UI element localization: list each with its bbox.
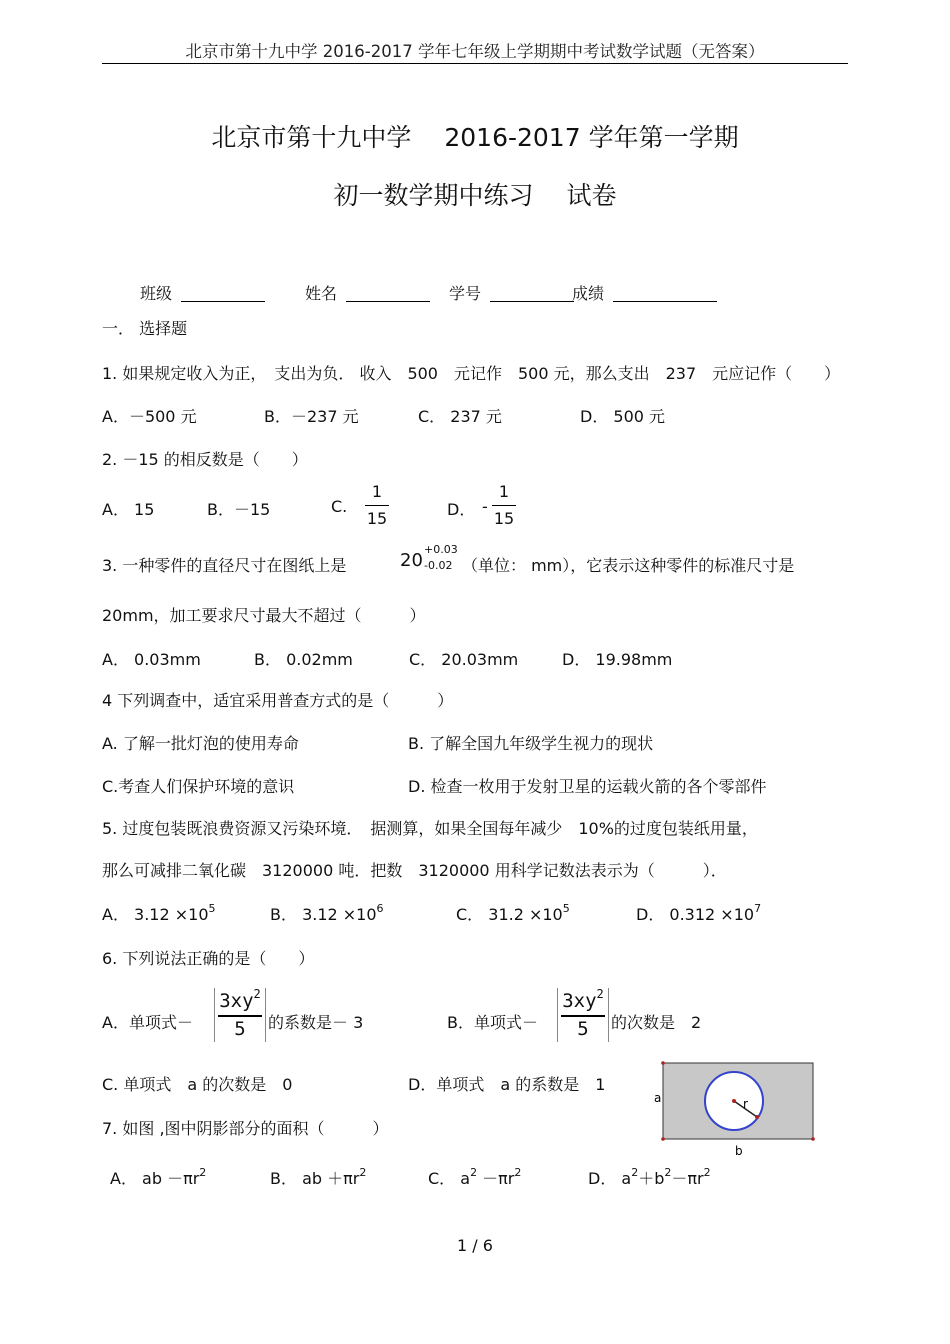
q2-option-c-fraction [365, 482, 389, 529]
id-label: 学号 [449, 284, 482, 303]
q7-stem: 7. 如图 ,图中阴影部分的面积（ ） [102, 1119, 389, 1138]
q3-option-d: D． 19.98mm [562, 650, 673, 669]
q6-option-a-pre: A．单项式－ [102, 1013, 193, 1032]
fraction-numerator [560, 987, 606, 1012]
q3-stem-pre: 3. 一种零件的直径尺寸在图纸上是 [102, 556, 347, 575]
q6-option-a-fraction [214, 988, 266, 1042]
q7-option-d [588, 1166, 711, 1189]
side-label-a: a [654, 1091, 662, 1105]
radius-label-r: r [743, 1097, 748, 1111]
q5-option-d-base: D． 0.312 ×10 [636, 905, 755, 924]
q6-option-a-post: 的系数是－ 3 [268, 1013, 364, 1032]
q3-lower-tolerance: -0.02 [424, 559, 453, 572]
name-label: 姓名 [305, 284, 338, 303]
corner-point [811, 1137, 815, 1141]
q2-stem: 2. －15 的相反数是（ ） [102, 450, 308, 469]
q6-option-c: C. 单项式 a 的次数是 0 [102, 1075, 293, 1094]
q3-option-a: A． 0.03mm [102, 650, 201, 669]
q2-option-c-label: C. [331, 497, 348, 516]
q2-option-d-label: D． [447, 500, 476, 519]
q5-option-c-base: C． 31.2 ×10 [456, 905, 563, 924]
q5-option-d [636, 902, 761, 925]
q3-stem-post: （单位： mm），它表示这种零件的标准尺寸是 [462, 556, 795, 575]
q7-option-d-part: ＋b [638, 1169, 665, 1188]
corner-point [661, 1137, 665, 1141]
score-field [572, 281, 717, 304]
q6-option-b-pre: B．单项式－ [447, 1013, 538, 1032]
q7-option-b [270, 1166, 366, 1189]
q1-option-c: C． 237 元 [418, 407, 502, 426]
q7-figure [650, 1060, 820, 1160]
q2-option-d-sign: - [482, 497, 488, 516]
score-label: 成绩 [572, 284, 605, 303]
q6-option-d: D．单项式 a 的系数是 1 [408, 1075, 606, 1094]
q5-stem-2: 那么可减排二氧化碳 3120000 吨．把数 3120000 用科学记数法表示为（ ）． [102, 861, 727, 880]
monomial-base: 3xy [219, 990, 254, 1012]
q3-option-b: B． 0.02mm [254, 650, 353, 669]
q1-option-b: B．－237 元 [264, 407, 359, 426]
q7-option-b-base: B． ab ＋πr [270, 1169, 360, 1188]
q5-stem-1: 5. 过度包装既浪费资源又污染环境． 据测算，如果全国每年减少 10%的过度包装纸用量， [102, 819, 758, 838]
side-label-b: b [735, 1144, 743, 1158]
q3-base-value: 20 [400, 550, 423, 571]
section-heading: 一． 选择题 [102, 319, 188, 338]
monomial-base: 3xy [562, 990, 597, 1012]
q7-option-b-exponent: 2 [359, 1166, 367, 1179]
exam-title: 北京市第十九中学 2016-2017 学年第一学期 [211, 123, 739, 152]
q7-option-a [110, 1166, 206, 1189]
corner-point [661, 1061, 665, 1065]
q7-option-d-part: D． a [588, 1169, 632, 1188]
page-number: 1 / 6 [457, 1236, 493, 1255]
monomial-exponent: 2 [253, 987, 261, 1001]
q7-option-d-exponent: 2 [631, 1166, 639, 1179]
class-label: 班级 [140, 284, 173, 303]
q4-option-a: A. 了解一批灯泡的使用寿命 [102, 734, 299, 753]
q7-option-c-part: －πr [482, 1169, 515, 1188]
score-blank [613, 285, 717, 302]
fraction-numerator: 1 [371, 482, 383, 501]
fraction-numerator [217, 987, 263, 1012]
q1-option-d: D． 500 元 [580, 407, 666, 426]
class-blank [181, 285, 265, 302]
q7-option-c-part: C． a [428, 1169, 471, 1188]
q3-stem-2: 20mm，加工要求尺寸最大不超过（ ） [102, 606, 426, 625]
q7-option-d-exponent: 2 [664, 1166, 672, 1179]
q4-stem: 4 下列调查中，适宜采用普查方式的是（ ） [102, 691, 454, 710]
info-row [140, 281, 265, 304]
id-blank [490, 285, 574, 302]
fraction-bar [218, 1015, 262, 1017]
q6-option-b-fraction [557, 988, 609, 1042]
q7-option-c-exponent: 2 [514, 1166, 522, 1179]
name-field [305, 281, 430, 304]
header-rule [102, 63, 848, 64]
q4-option-d: D. 检查一枚用于发射卫星的运载火箭的各个零部件 [408, 777, 767, 796]
monomial-exponent: 2 [596, 987, 604, 1001]
q1-stem: 1. 如果规定收入为正， 支出为负． 收入 500 元记作 500 元，那么支出 237 元应记作（ ） [102, 364, 841, 383]
fraction-bar [365, 505, 389, 506]
radius-endpoint [755, 1115, 759, 1119]
q7-option-c [428, 1166, 521, 1189]
fraction-numerator: 1 [498, 482, 510, 501]
q5-option-b-exponent: 6 [376, 902, 384, 915]
q7-option-c-exponent: 2 [470, 1166, 478, 1179]
q5-option-d-exponent: 7 [754, 902, 762, 915]
q4-option-b: B. 了解全国九年级学生视力的现状 [408, 734, 654, 753]
q7-option-a-exponent: 2 [199, 1166, 207, 1179]
q5-option-a [102, 902, 216, 925]
q5-option-b [270, 902, 384, 925]
q5-option-c [456, 902, 570, 925]
q3-option-c: C． 20.03mm [409, 650, 519, 669]
fraction-denominator: 5 [234, 1018, 246, 1040]
fraction-denominator: 5 [577, 1018, 589, 1040]
q3-upper-tolerance: +0.03 [424, 543, 458, 556]
fraction-bar [561, 1015, 605, 1017]
q5-option-a-exponent: 5 [208, 902, 216, 915]
q4-option-c: C.考查人们保护环境的意识 [102, 777, 295, 796]
exam-subtitle: 初一数学期中练习 试卷 [333, 181, 617, 210]
center-point [732, 1099, 736, 1103]
fraction-denominator: 15 [493, 509, 515, 528]
q2-option-a: A． 15 [102, 500, 155, 519]
q7-option-d-exponent: 2 [703, 1166, 711, 1179]
q7-option-a-base: A． ab －πr [110, 1169, 200, 1188]
id-field [449, 281, 574, 304]
fraction-bar [492, 505, 516, 506]
q5-option-b-base: B． 3.12 ×10 [270, 905, 377, 924]
q2-option-d-fraction [492, 482, 516, 529]
q1-option-a: A．－500 元 [102, 407, 197, 426]
q5-option-c-exponent: 5 [562, 902, 570, 915]
fraction-denominator: 15 [366, 509, 388, 528]
q6-stem: 6. 下列说法正确的是（ ） [102, 949, 315, 968]
q7-option-d-part: －πr [671, 1169, 704, 1188]
page-header: 北京市第十九中学 2016-2017 学年七年级上学期期中考试数学试题（无答案） [185, 42, 765, 61]
q2-option-b: B．－15 [207, 500, 271, 519]
name-blank [346, 285, 430, 302]
q6-option-b-post: 的次数是 2 [611, 1013, 702, 1032]
q5-option-a-base: A． 3.12 ×10 [102, 905, 209, 924]
